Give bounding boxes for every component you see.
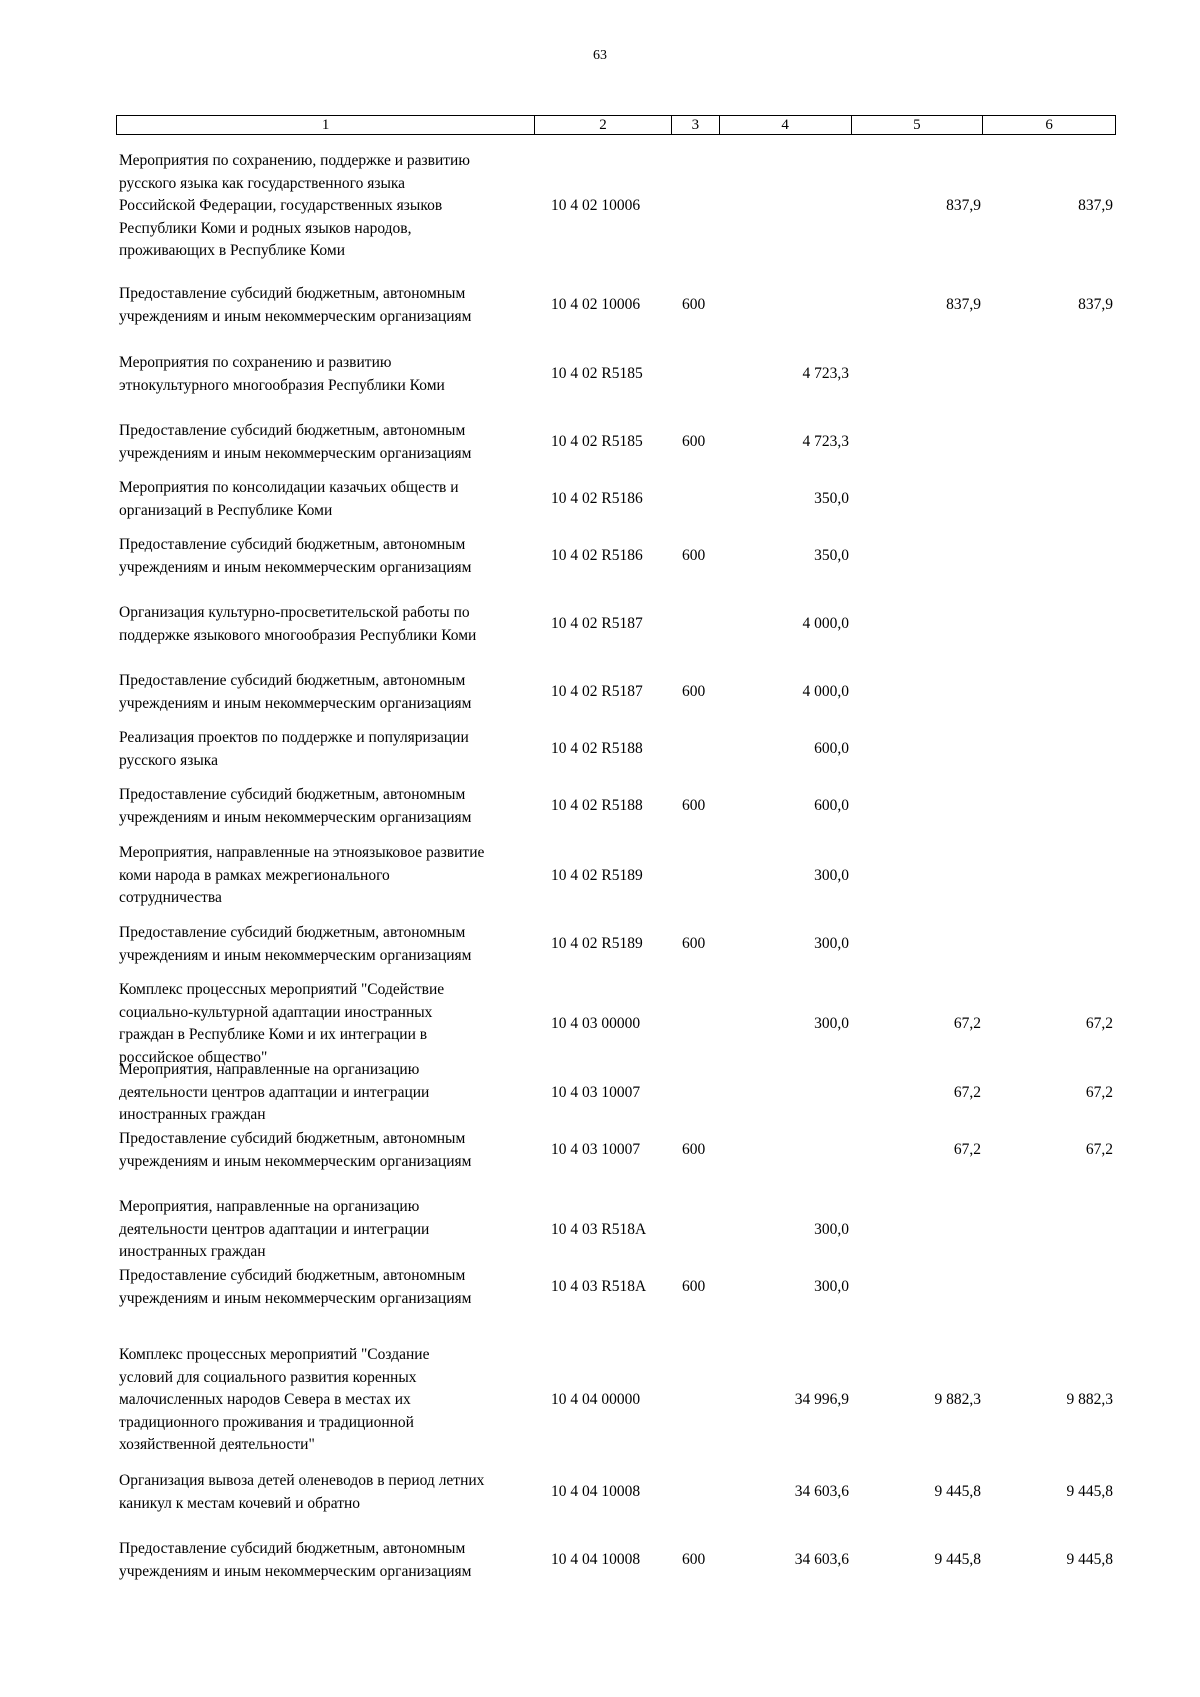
row-name: [116, 477, 535, 522]
row-expense-type: 600: [682, 1278, 706, 1296]
row-value-col6: 67,2: [1085, 1083, 1113, 1101]
row-value-col4: 350,0: [814, 490, 849, 508]
row-value-col4: 600,0: [814, 797, 849, 815]
table-row: [116, 1196, 1116, 1264]
row-value-col4: 350,0: [814, 547, 849, 565]
row-code: 10 4 03 10007: [551, 1083, 641, 1101]
row-value-col4: 34 603,6: [794, 1483, 849, 1501]
table-row: [116, 602, 1116, 647]
row-name-line: этнокультурного многообразия Республики Коми: [119, 376, 445, 394]
row-name-line: Мероприятия, направленные на этноязыковое развитие: [119, 844, 485, 861]
page-number: 63: [593, 48, 607, 63]
row-value-col4: 4 000,0: [802, 683, 849, 701]
table-row: [116, 842, 1116, 910]
row-name-line: Предоставление субсидий бюджетным, автономным: [119, 1540, 466, 1557]
row-expense-type: 600: [682, 797, 706, 815]
row-code: 10 4 03 10007: [551, 1141, 641, 1159]
row-name-line: Предоставление субсидий бюджетным, автономным: [119, 672, 466, 689]
row-value-col4: 300,0: [814, 866, 849, 884]
row-name-line: Мероприятия по консолидации казачьих обществ и: [119, 479, 459, 496]
row-name-line: иностранных граждан: [119, 1243, 266, 1261]
row-name-line: социально-культурной адаптации иностранных: [119, 1003, 433, 1021]
row-value-col4: 300,0: [814, 935, 849, 953]
row-value-col6: 9 445,8: [1066, 1551, 1113, 1569]
row-name: [116, 922, 535, 967]
row-name: [116, 1196, 535, 1264]
row-value-col4: 34 996,9: [794, 1391, 849, 1409]
table-row: [116, 477, 1116, 522]
row-code: 10 4 02 R5188: [551, 797, 643, 815]
row-name: [116, 727, 535, 772]
row-name-line: граждан в Республике Коми и их интеграции в: [119, 1026, 428, 1044]
row-name-line: русского языка: [119, 751, 218, 769]
row-value-col4: 600,0: [814, 740, 849, 758]
table-row: [116, 1265, 1116, 1310]
header-col-4: 4: [720, 116, 852, 134]
header-col-5: 5: [852, 116, 984, 134]
row-name-line: Республики Коми и родных языков народов,: [119, 219, 412, 237]
row-name: [116, 150, 535, 263]
row-name-line: каникул к местам кочевий и обратно: [119, 1494, 361, 1512]
row-name-line: Предоставление субсидий бюджетным, автономным: [119, 1267, 466, 1284]
row-name: [116, 1470, 535, 1515]
row-name: [116, 283, 535, 328]
row-value-col4: 300,0: [814, 1278, 849, 1296]
table-row: [116, 979, 1116, 1069]
row-name: [116, 784, 535, 829]
table-row: [116, 727, 1116, 772]
table-row: [116, 150, 1116, 263]
header-col-1: 1: [117, 116, 535, 134]
table-row: [116, 1059, 1116, 1127]
row-name-line: Предоставление субсидий бюджетным, автономным: [119, 285, 466, 302]
table-row: [116, 1470, 1116, 1515]
row-name-line: хозяйственной деятельности": [119, 1436, 315, 1454]
row-expense-type: 600: [682, 296, 706, 314]
row-name-line: Мероприятия, направленные на организацию: [119, 1061, 420, 1078]
row-name-line: Российской Федерации, государственных языков: [119, 197, 443, 215]
row-name-line: Мероприятия по сохранению и развитию: [119, 354, 392, 371]
row-name-line: Предоставление субсидий бюджетным, автономным: [119, 1130, 466, 1147]
row-value-col5: 67,2: [953, 1141, 981, 1159]
row-name-line: проживающих в Республике Коми: [119, 242, 345, 260]
row-name: [116, 842, 535, 910]
row-value-col6: 837,9: [1078, 296, 1113, 314]
table-header: [116, 115, 1116, 135]
row-code: 10 4 04 10008: [551, 1551, 641, 1569]
row-name-line: учреждениям и иным некоммерческим организациям: [119, 558, 472, 576]
row-name: [116, 979, 535, 1069]
row-name-line: учреждениям и иным некоммерческим организациям: [119, 307, 472, 325]
header-col-6: 6: [1045, 117, 1053, 133]
row-code: 10 4 03 R518A: [551, 1278, 647, 1296]
row-name-line: Предоставление субсидий бюджетным, автономным: [119, 924, 466, 941]
row-expense-type: 600: [682, 547, 706, 565]
row-code: 10 4 02 10006: [551, 197, 641, 215]
row-name-line: иностранных граждан: [119, 1106, 266, 1124]
row-value-col5: 837,9: [946, 197, 981, 215]
row-name-line: учреждениям и иным некоммерческим организациям: [119, 946, 472, 964]
row-code: 10 4 02 R5189: [551, 866, 643, 884]
table-row: [116, 534, 1116, 579]
row-value-col4: 300,0: [814, 1014, 849, 1032]
table-row: [116, 670, 1116, 715]
row-name-line: учреждениям и иным некоммерческим организациям: [119, 444, 472, 462]
row-code: 10 4 02 R5187: [551, 683, 643, 701]
header-col-2: 2: [535, 116, 672, 134]
row-name-line: условий для социального развития коренных: [119, 1368, 417, 1386]
row-value-col4: 34 603,6: [794, 1551, 849, 1569]
row-name-line: организаций в Республике Коми: [119, 501, 333, 519]
row-value-col6: 67,2: [1085, 1141, 1113, 1159]
table-row: [116, 283, 1116, 328]
row-name-line: малочисленных народов Севера в местах их: [119, 1391, 411, 1409]
row-value-col6: 9 882,3: [1066, 1391, 1113, 1409]
row-code: 10 4 02 R5185: [551, 433, 643, 451]
row-code: 10 4 03 R518A: [551, 1220, 647, 1238]
row-code: 10 4 02 R5188: [551, 740, 643, 758]
row-expense-type: 600: [682, 935, 706, 953]
row-value-col4: 4 723,3: [802, 433, 849, 451]
row-value-col5: 67,2: [953, 1083, 981, 1101]
row-name-line: Предоставление субсидий бюджетным, автономным: [119, 422, 466, 439]
row-name: [116, 602, 535, 647]
row-value-col5: 9 445,8: [934, 1551, 981, 1569]
row-value-col5: 9 882,3: [934, 1391, 981, 1409]
row-code: 10 4 02 R5185: [551, 365, 643, 383]
row-name: [116, 1128, 535, 1173]
row-value-col4: 4 000,0: [802, 615, 849, 633]
table-row: [116, 1128, 1116, 1173]
row-name: [116, 1265, 535, 1310]
row-name: [116, 670, 535, 715]
row-expense-type: 600: [682, 433, 706, 451]
row-code: 10 4 02 10006: [551, 296, 641, 314]
row-name-line: коми народа в рамках межрегионального: [119, 866, 390, 884]
row-code: 10 4 02 R5186: [551, 490, 643, 508]
table-row: [116, 352, 1116, 397]
row-name-line: Организация культурно-просветительской работы по: [119, 604, 470, 621]
row-value-col5: 67,2: [953, 1014, 981, 1032]
row-name: [116, 534, 535, 579]
row-value-col5: 837,9: [946, 296, 981, 314]
row-name-line: российское общество": [119, 1048, 268, 1066]
row-name-line: сотрудничества: [119, 889, 222, 907]
row-code: 10 4 02 R5187: [551, 615, 643, 633]
row-name-line: Мероприятия по сохранению, поддержке и развитию: [119, 152, 470, 169]
row-expense-type: 600: [682, 683, 706, 701]
row-code: 10 4 02 R5186: [551, 547, 643, 565]
row-code: 10 4 04 10008: [551, 1483, 641, 1501]
row-expense-type: 600: [682, 1141, 706, 1159]
row-name: [116, 420, 535, 465]
row-value-col6: 67,2: [1085, 1014, 1113, 1032]
table-row: [116, 784, 1116, 829]
table-row: [116, 420, 1116, 465]
row-code: 10 4 02 R5189: [551, 935, 643, 953]
row-name-line: Комплекс процессных мероприятий "Создание: [119, 1346, 430, 1363]
row-name-line: деятельности центров адаптации и интеграции: [119, 1220, 430, 1238]
table-row: [116, 1344, 1116, 1457]
row-name-line: традиционного проживания и традиционной: [119, 1413, 414, 1431]
row-value-col4: 4 723,3: [802, 365, 849, 383]
row-value-col6: 837,9: [1078, 197, 1113, 215]
row-value-col4: 300,0: [814, 1220, 849, 1238]
row-name-line: Организация вывоза детей оленеводов в период летних: [119, 1472, 485, 1489]
table-row: [116, 1538, 1116, 1583]
row-code: 10 4 04 00000: [551, 1391, 641, 1409]
row-code: 10 4 03 00000: [551, 1014, 641, 1032]
row-name-line: учреждениям и иным некоммерческим организациям: [119, 1152, 472, 1170]
row-name: [116, 1344, 535, 1457]
row-value-col5: 9 445,8: [934, 1483, 981, 1501]
row-name: [116, 1538, 535, 1583]
row-name-line: учреждениям и иным некоммерческим организациям: [119, 808, 472, 826]
row-name: [116, 352, 535, 397]
row-name-line: учреждениям и иным некоммерческим организациям: [119, 694, 472, 712]
row-value-col6: 9 445,8: [1066, 1483, 1113, 1501]
row-name-line: учреждениям и иным некоммерческим организациям: [119, 1289, 472, 1307]
row-name-line: Предоставление субсидий бюджетным, автономным: [119, 786, 466, 803]
header-col-3: 3: [672, 116, 720, 134]
row-name-line: деятельности центров адаптации и интеграции: [119, 1083, 430, 1101]
row-name-line: русского языка как государственного языка: [119, 174, 406, 192]
row-expense-type: 600: [682, 1551, 706, 1569]
row-name: [116, 1059, 535, 1127]
row-name-line: Мероприятия, направленные на организацию: [119, 1198, 420, 1215]
row-name-line: Реализация проектов по поддержке и популяризации: [119, 729, 469, 746]
table-row: [116, 922, 1116, 967]
row-name-line: Комплекс процессных мероприятий "Содействие: [119, 981, 445, 998]
row-name-line: учреждениям и иным некоммерческим организациям: [119, 1562, 472, 1580]
row-name-line: поддержке языкового многообразия Республики Коми: [119, 626, 477, 644]
row-name-line: Предоставление субсидий бюджетным, автономным: [119, 536, 466, 553]
